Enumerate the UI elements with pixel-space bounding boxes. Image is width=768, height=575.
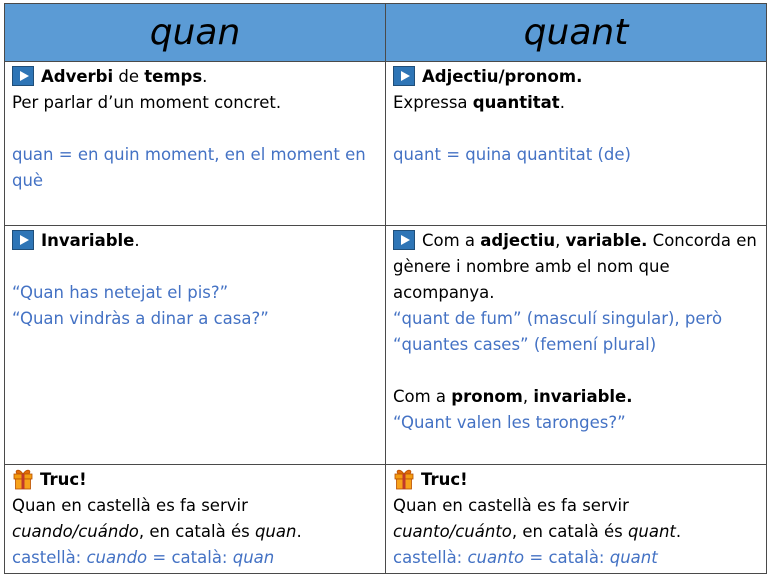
example-text: “Quan has netejat el pis?”	[12, 283, 229, 302]
play-button-icon	[12, 230, 34, 250]
text: .	[296, 522, 302, 541]
text: cuanto	[467, 548, 525, 567]
text: = català:	[524, 548, 610, 567]
cell-quan-usage	[5, 226, 386, 465]
tip-text: Quan en castellà es fa servir	[12, 496, 248, 515]
term-variable: variable.	[565, 231, 648, 250]
term-temps: temps	[144, 67, 203, 86]
play-button-icon	[12, 66, 34, 86]
text: cuando/cuándo	[12, 522, 139, 541]
gift-icon	[12, 468, 34, 490]
term-adverbi: Adverbi	[41, 67, 114, 86]
text: .	[202, 67, 208, 86]
header-quant: quant	[386, 4, 767, 62]
cell-quan-definition	[5, 62, 386, 226]
cell-quant-usage	[386, 226, 767, 465]
play-button-icon	[393, 66, 415, 86]
text: quant	[627, 522, 676, 541]
example-text: quant = quina quantitat (de)	[393, 145, 631, 164]
tip-text: Quan en castellà es fa servir	[393, 496, 629, 515]
text: = català:	[147, 548, 233, 567]
example-text: quan = en quin moment, en el moment en què	[12, 145, 366, 190]
play-button-icon	[393, 230, 415, 250]
text: .	[559, 93, 565, 112]
text: ,	[555, 231, 566, 250]
text: quan	[254, 522, 297, 541]
tip-title: Truc!	[40, 470, 87, 489]
tip-title: Truc!	[421, 470, 468, 489]
term-invariable: Invariable	[41, 231, 135, 250]
header-quan: quan	[5, 4, 386, 62]
text: , en català és	[511, 522, 628, 541]
text: castellà:	[12, 548, 87, 567]
definition-text: Per parlar d’un moment concret.	[12, 93, 282, 112]
term-quantitat: quantitat	[472, 93, 560, 112]
example-text: “Quant valen les taronges?”	[393, 413, 626, 432]
term-invariable: invariable.	[533, 387, 633, 406]
text: Expressa	[393, 93, 473, 112]
example-text	[393, 545, 760, 571]
text: Concorda en gènere i nombre amb el nom que acompanya.	[393, 231, 757, 302]
cell-quant-definition	[386, 62, 767, 226]
example-text: “Quan vindràs a dinar a casa?”	[12, 309, 269, 328]
text: , en català és	[138, 522, 255, 541]
text: castellà:	[393, 548, 468, 567]
cell-quant-tip	[386, 465, 767, 574]
term-pronom: pronom	[451, 387, 523, 406]
text: Com a	[422, 231, 481, 250]
example-text	[12, 545, 379, 571]
text: cuanto/cuánto	[393, 522, 512, 541]
text: quant	[609, 548, 658, 567]
text: Com a	[393, 387, 452, 406]
text: ,	[522, 387, 534, 406]
text: .	[134, 231, 140, 250]
example-text: “quant de fum” (masculí singular), però “quantes cases” (femení plural)	[393, 309, 723, 354]
text: quan	[232, 548, 275, 567]
gift-icon	[393, 468, 415, 490]
text: .	[675, 522, 682, 541]
comparison-table	[4, 3, 767, 574]
text: de	[113, 67, 145, 86]
cell-quan-tip	[5, 465, 386, 574]
term-adjectiu: adjectiu	[480, 231, 556, 250]
term-adjectiu-pronom: Adjectiu/pronom.	[422, 67, 583, 86]
text: cuando	[86, 548, 148, 567]
